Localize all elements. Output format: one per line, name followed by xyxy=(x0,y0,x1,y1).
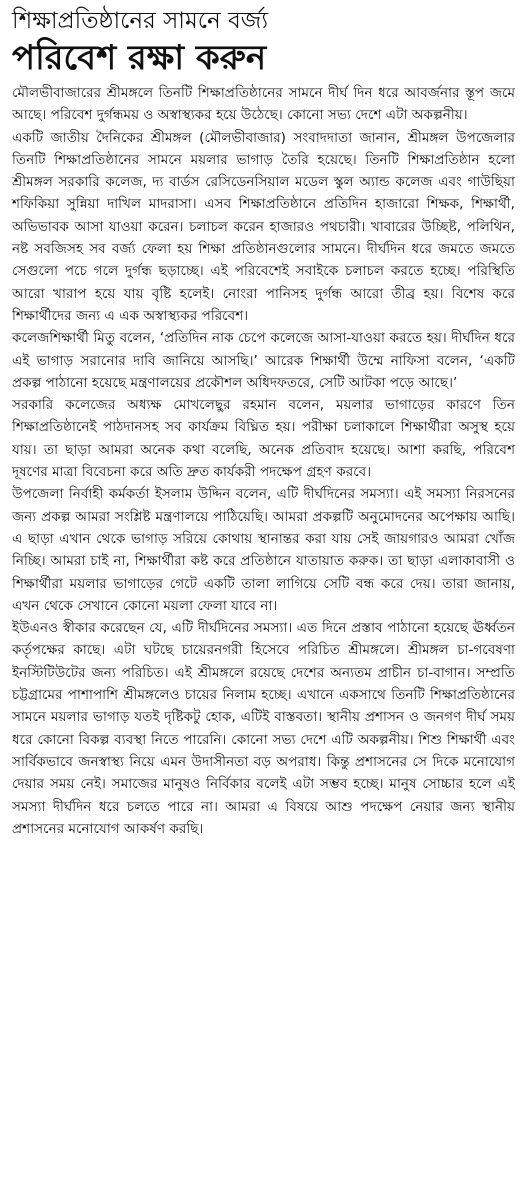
article-kicker: শিক্ষাপ্রতিষ্ঠানের সামনে বর্জ্য xyxy=(12,8,269,34)
article-paragraph-4: সরকারি কলেজের অধ্যক্ষ মোখলেছুর রহমান বলেন, ময়লার ভাগাড়ের কারণে তিন শিক্ষাপ্রতিষ্ঠানেই পাঠদানসহ সব কার্যক্রম বিঘ্নিত হয়। পরীক্ষা চলাকালে শিক্ষার্থীরা অসুস্থ হয়ে যায়। তা ছাড়া আমরা অনেক কথা বলেছি, অনেক প্রতিবাদ হয়েছে। আশা করছি, পরিবেশ দূষণের মাত্রা বিবেচনা করে অতি দ্রুত কার্যকরী পদক্ষেপ গ্রহণ করবে। xyxy=(12,397,515,481)
article-paragraph-5: উপজেলা নির্বাহী কর্মকর্তা ইসলাম উদ্দিন বলেন, এটি দীর্ঘদিনের সমস্যা। এই সমস্যা নিরসনের জন্য প্রকল্প আমরা সংশ্লিষ্ট মন্ত্রণালয়ে পাঠিয়েছি। আমরা প্রকল্পটি অনুমোদনের অপেক্ষায় আছি। এ ছাড়া এখান থেকে ভাগাড় সরিয়ে কোথায় স্থানান্তর করা যায় সেই জায়গারও আমরা খোঁজ নিচ্ছি। আমরা চাই না, শিক্ষার্থীরা কষ্ট করে প্রতিষ্ঠানে যাতায়াত করুক। তা ছাড়া এলাকাবাসী ও শিক্ষার্থীরা ময়লার ভাগাড়ের গেটে একটি তালা লাগিয়ে সেটি বন্ধ করে দেয়। তারা জানায়, এখন থেকে সেখানে কোনো ময়লা ফেলা যাবে না। xyxy=(12,486,515,614)
article-paragraph-3: কলেজশিক্ষার্থী মিতু বলেন, ‘প্রতিদিন নাক চেপে কলেজে আসা-যাওয়া করতে হয়। দীর্ঘদিন ধরে এই ভাগাড় সরানোর দাবি জানিয়ে আসছি।’ আরেক শিক্ষার্থী উম্মে নাফিসা বলেন, ‘একটি প্রকল্প পাঠানো হয়েছে মন্ত্রণালয়ের প্রকৌশল অধিদফতরে, সেটি আটকা পড়ে আছে।’ xyxy=(12,330,515,391)
article-headline: পরিবেশ রক্ষা করুন xyxy=(12,38,267,78)
article-paragraph-2: একটি জাতীয় দৈনিকের শ্রীমঙ্গল (মৌলভীবাজার) সংবাদদাতা জানান, শ্রীমঙ্গল উপজেলার তিনটি শিক্ষাপ্রতিষ্ঠানের সামনে ময়লার ভাগাড় তৈরি হয়েছে। তিনটি শিক্ষাপ্রতিষ্ঠান হলো শ্রীমঙ্গল সরকারি কলেজ, দ্য বার্ডস রেসিডেনসিয়াল মডেল স্কুল অ্যান্ড কলেজ এবং গাউছিয়া শফিকিয়া সুন্নিয়া দাখিল মাদরাসা। এসব শিক্ষাপ্রতিষ্ঠানে প্রতিদিন হাজারো শিক্ষক, শিক্ষার্থী, অভিভাবক আসা যাওয়া করেন। চলাচল করেন হাজারও পথচারী। খাবারের উচ্ছিষ্ট, পলিথিন, নষ্ট সবজিসহ সব বর্জ্য ফেলা হয় শিক্ষা প্রতিষ্ঠানগুলোর সামনে। দীর্ঘদিন ধরে জমতে জমতে সেগুলো পচে গলে দুর্গন্ধ ছড়াচ্ছে। এই পরিবেশেই সবাইকে চলাচল করতে হচ্ছে। পরিস্থিতি আরো খারাপ হয়ে যায় বৃষ্টি হলেই। নোংরা পানিসহ দুর্গন্ধ আরো তীব্র হয়। বিশেষ করে শিক্ষার্থীদের জন্য এ এক অস্বাস্থ্যকর পরিবেশ। xyxy=(12,129,515,324)
article-paragraph-6: ইউএনও স্বীকার করেছেন যে, এটি দীর্ঘদিনের সমস্যা। এত দিনে প্রস্তাব পাঠানো হয়েছে ঊর্ধ্বতন কর্তৃপক্ষের কাছে। এটা ঘটছে চায়েরনগরী হিসেবে পরিচিত শ্রীমঙ্গলে। শ্রীমঙ্গল চা-গবেষণা ইনস্টিটিউটের জন্য পরিচিত। এই শ্রীমঙ্গলে রয়েছে দেশের অন্যতম প্রাচীন চা-বাগান। সম্প্রতি চট্টগ্রামের পাশাপাশি শ্রীমঙ্গলেও চায়ের নিলাম হচ্ছে। এখানে একসাথে তিনটি শিক্ষাপ্রতিষ্ঠানের সামনে ময়লার ভাগাড় যতই দৃষ্টিকটু হোক, এটিই বাস্তবতা। স্থানীয় প্রশাসন ও জনগণ দীর্ঘ সময় ধরে কোনো বিকল্প ব্যবস্থা নিতে পারেনি। কোনো সভ্য দেশে এটি অকল্পনীয়। শিশু শিক্ষার্থী এবং সার্বিকভাবে জনস্বাস্থ্য নিয়ে এমন উদাসীনতা বড় অপরাধ। কিন্তু প্রশাসনের সে দিকে মনোযোগ দেয়ার সময় নেই। সমাজের মানুষও নির্বিকার বলেই এটা সম্ভব হচ্ছে। মানুষ সোচ্চার হলে এই সমস্যা দীর্ঘদিন ধরে চলতে পারে না। আমরা এ বিষয়ে আশু পদক্ষেপ নেয়ার জন্য স্থানীয় প্রশাসনের মনোযোগ আকর্ষণ করছি। xyxy=(12,620,515,837)
article-paragraph-1: মৌলভীবাজারের শ্রীমঙ্গলে তিনটি শিক্ষাপ্রতিষ্ঠানের সামনে দীর্ঘ দিন ধরে আবর্জনার স্তূপ জমে আছে। পরিবেশ দুর্গন্ধময় ও অস্বাস্থ্যকর হয়ে উঠেছে। কোনো সভ্য দেশে এটা অকল্পনীয়। xyxy=(12,85,515,124)
